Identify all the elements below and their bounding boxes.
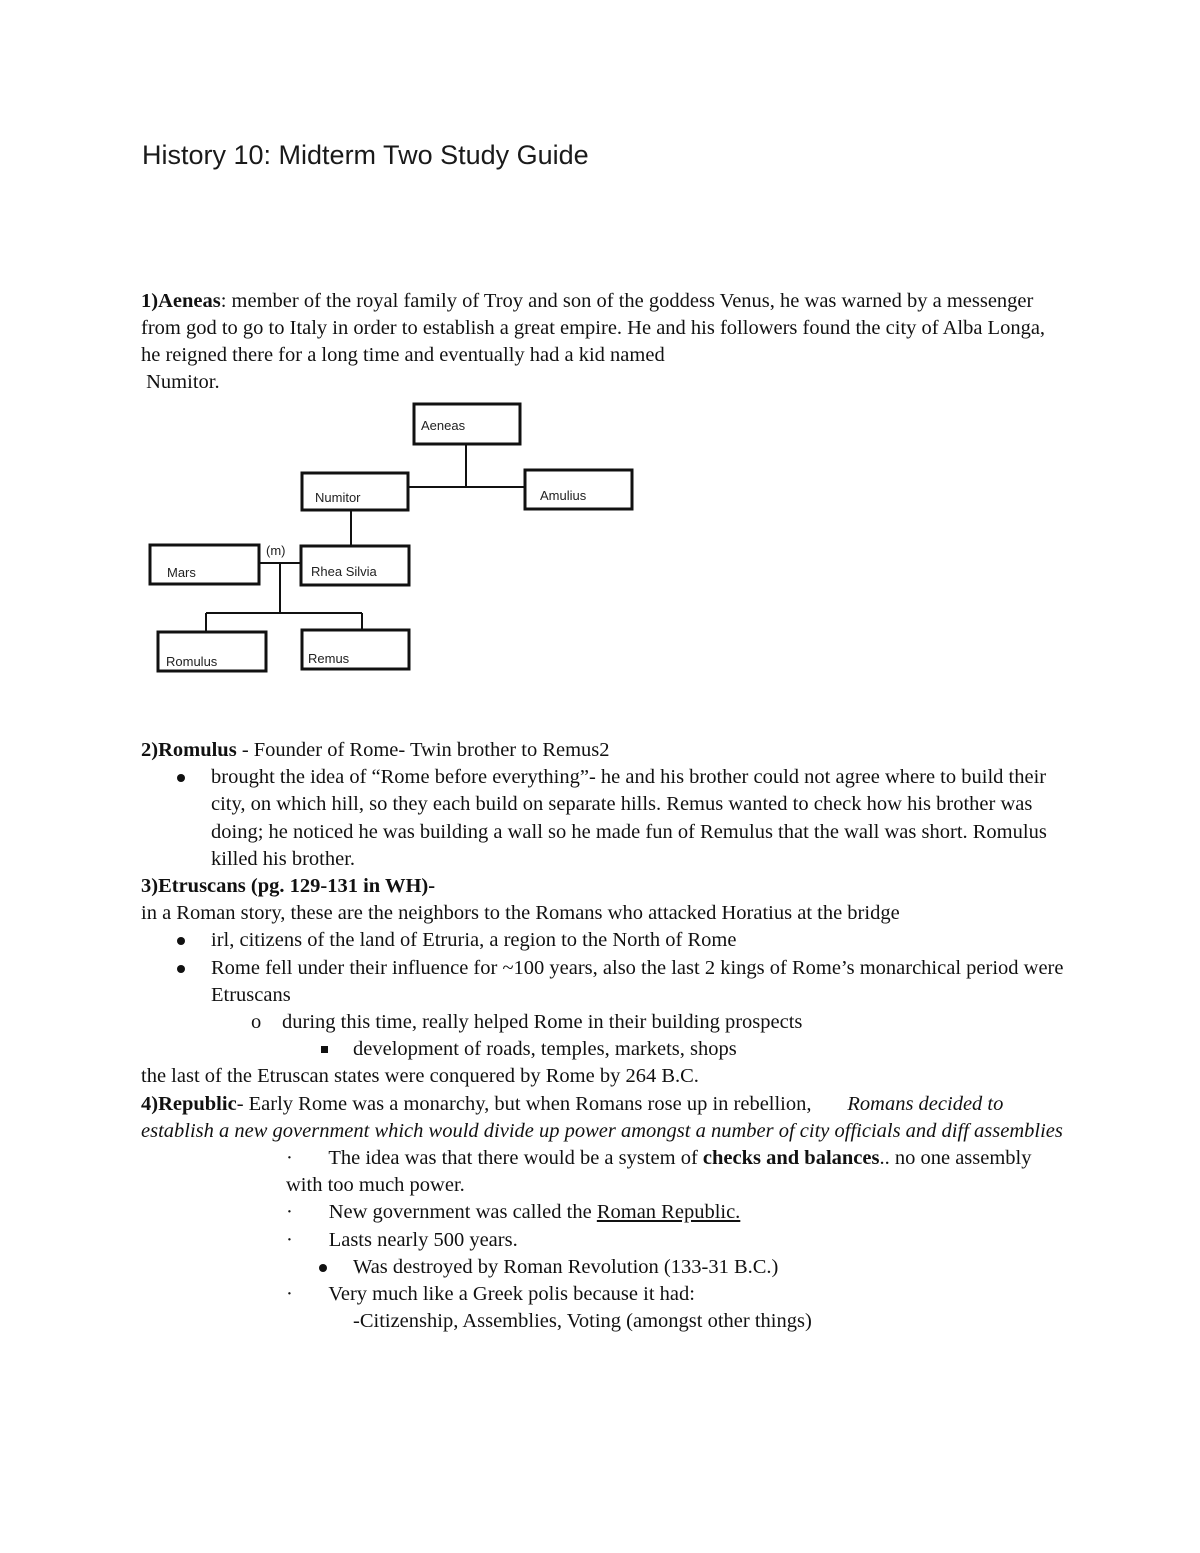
sub-sub-list-item — [141, 1036, 1071, 1063]
list-item — [141, 955, 1071, 1009]
label-married: (m) — [266, 543, 286, 558]
bullet-icon — [177, 965, 185, 973]
heading-aeneas: 1)Aeneas — [141, 290, 221, 312]
republic-sub-text: -Citizenship, Assemblies, Voting (amongst other things) — [353, 1310, 812, 1333]
aeneas-text: : member of the royal family of Troy and son of the goddess Venus, he was warned by a messenger from god to go to Italy in order to establish a great empire. He and his followers found the city of Alba Longa, he reigned there for a long time and eventually had a kid named — [141, 290, 1046, 366]
list-item-text: Rome fell under their influence for ~100 years, also the last 2 kings of Rome’s monarchical period were Etruscans — [211, 956, 1064, 1006]
label-amulius: Amulius — [540, 488, 587, 503]
bullet-icon — [319, 1264, 327, 1272]
etruscans-intro: in a Roman story, these are the neighbors to the Romans who attacked Horatius at the bridge — [141, 902, 900, 925]
list-item — [141, 927, 1071, 954]
roman-republic-underline: Roman Republic. — [596, 1201, 741, 1224]
republic-item-text: Very much like a Greek polis because it had: — [328, 1283, 695, 1306]
sub-list-item — [141, 1009, 1071, 1036]
republic-item — [141, 1145, 1071, 1199]
heading-romulus: 2)Romulus — [141, 739, 237, 761]
label-romulus: Romulus — [166, 654, 218, 669]
dot-mark: · — [286, 1228, 293, 1251]
republic-text: - Early Rome was a monarchy, but when Romans rose up in rebellion, — [236, 1092, 812, 1115]
republic-item-text: The idea was that there would be a system of — [328, 1147, 703, 1170]
label-numitor: Numitor — [315, 490, 361, 505]
label-rhea-silvia: Rhea Silvia — [311, 564, 377, 579]
sub-list-item-text: during this time, really helped Rome in their building prospects — [282, 1011, 803, 1034]
heading-etruscans-text: 3)Etruscans (pg. 129-131 in WH)- — [141, 875, 436, 898]
aeneas-text-end: Numitor. — [146, 371, 220, 393]
etruscans-conclusion: the last of the Etruscan states were conquered by Rome by 264 B.C. — [141, 1065, 699, 1088]
list-item — [141, 764, 1071, 873]
list-item-text: brought the idea of “Rome before everything”- he and his brother could not agree where to build their city, on which hill, so they each build on separate hills. Remus wanted to check how his brother was doing; he noticed he was building a wall so he made fun of Remulus that the wall was short. Romulus killed his brother. — [211, 766, 1047, 870]
republic-item-text: New government was called the — [328, 1201, 597, 1224]
label-remus: Remus — [308, 651, 350, 666]
label-mars: Mars — [167, 565, 196, 580]
heading-etruscans — [141, 873, 1071, 900]
republic-item — [141, 1199, 1071, 1226]
checks-and-balances: checks and balances — [702, 1147, 880, 1170]
bullet-icon — [177, 937, 185, 945]
sub-sub-list-item-text: development of roads, temples, markets, shops — [353, 1038, 737, 1061]
main-content — [141, 737, 1071, 1335]
page-title: History 10: Midterm Two Study Guide — [142, 140, 589, 170]
dot-mark: · — [286, 1147, 293, 1170]
republic-item — [141, 1281, 1071, 1308]
section-romulus — [141, 737, 1071, 764]
section-republic — [141, 1091, 1071, 1145]
republic-sub-item-text: Was destroyed by Roman Revolution (133-31 B.C.) — [353, 1255, 779, 1278]
romulus-text: - Founder of Rome- Twin brother to Remus2 — [236, 739, 610, 761]
republic-sub-item — [141, 1254, 1071, 1281]
circle-bullet-icon: o — [251, 1011, 262, 1034]
family-tree-diagram — [140, 395, 640, 680]
list-item-text: irl, citizens of the land of Etruria, a region to the North of Rome — [211, 929, 737, 952]
republic-item-text: Lasts nearly 500 years. — [328, 1228, 518, 1251]
bullet-icon — [177, 774, 185, 782]
dot-mark: · — [286, 1283, 293, 1306]
republic-item-text-end: .. no one assembly with too much power. — [286, 1147, 1032, 1197]
label-aeneas: Aeneas — [421, 418, 466, 433]
section-aeneas — [141, 288, 1061, 396]
dot-mark: · — [286, 1201, 293, 1224]
republic-italic: Romans decided to establish a new government which would divide up power amongst a number of city officials and diff assemblies — [141, 1092, 1063, 1142]
square-bullet-icon — [321, 1046, 328, 1053]
heading-republic: 4)Republic — [141, 1092, 237, 1115]
republic-item — [141, 1227, 1071, 1254]
